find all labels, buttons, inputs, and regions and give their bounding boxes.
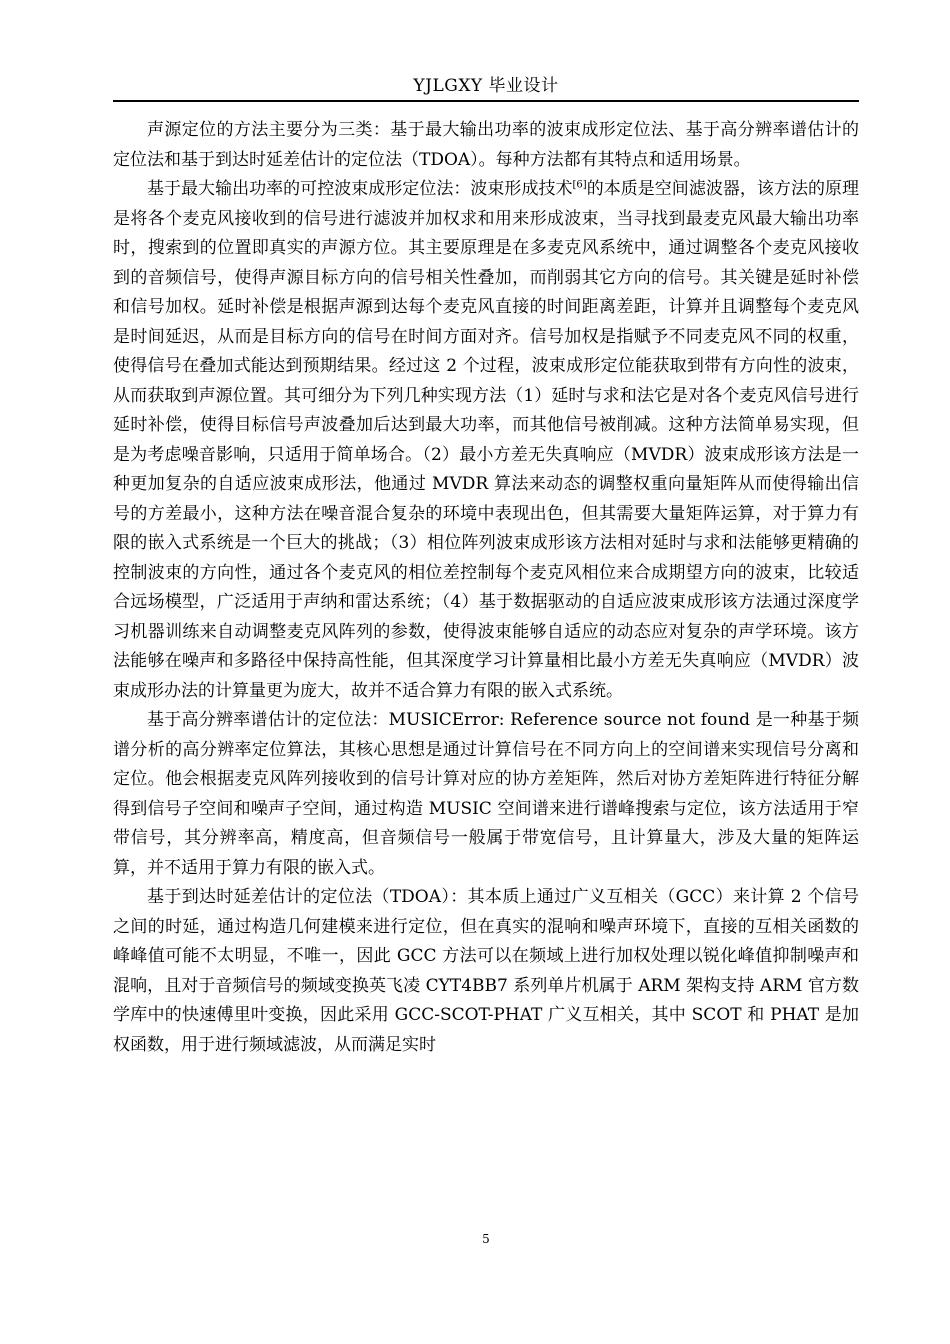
- header-divider: [113, 100, 859, 102]
- page-header: YJLGXY 毕业设计: [413, 76, 559, 96]
- body-text: [113, 116, 859, 1060]
- paragraph-tdoa: 基于到达时延差估计的定位法（TDOA）：其本质上通过广义互相关（GCC）来计算 2 个信号之间的时延，通过构造几何建模来进行定位，但在真实的混响和噪声环境下，直接的互相关函数的峰峰值可能不太明显，不唯一，因此 GCC 方法可以在频域上进行加权处理以锐化峰值抑制噪声和混响，且对于音频信号的频域变换英飞凌 CYT4BB7 系列单片机属于 ARM 架构支持 ARM 官方数学库中的快速傅里叶变换，因此采用 GCC-SCOT-PHAT 广义互相关，其中 SCOT 和 PHAT 是加权函数，用于进行频域滤波，从而满足实时: [113, 887, 859, 1055]
- paragraph-beamforming: [113, 175, 859, 706]
- paragraph-intro: 声源定位的方法主要分为三类：基于最大输出功率的波束成形定位法、基于高分辨率谱估计的定位法和基于到达时延差估计的定位法（TDOA）。每种方法都有其特点和适用场景。: [113, 120, 859, 170]
- paragraph-music: 基于高分辨率谱估计的定位法：MUSICError: Reference source not found 是一种基于频谱分析的高分辨率定位算法，其核心思想是通过计算信号在不同方向上的空间谱来实现信号分离和定位。他会根据麦克风阵列接收到的信号计算对应的协方差矩阵，然后对协方差矩阵进行特征分解得到信号子空间和噪声子空间，通过构造 MUSIC 空间谱来进行谱峰搜索与定位，该方法适用于窄带信号，其分辨率高，精度高，但音频信号一般属于带宽信号，且计算量大，涉及大量的矩阵运算，并不适用于算力有限的嵌入式。: [113, 710, 859, 878]
- citation-marker: [6]: [572, 179, 587, 191]
- page-number: 5: [482, 1232, 490, 1246]
- paragraph-beamforming-lead: 基于最大输出功率的可控波束成形定位法：波束形成技术: [147, 179, 573, 199]
- paragraph-beamforming-body: 的本质是空间滤波器，该方法的原理是将各个麦克风接收到的信号进行滤波并加权求和用来形成波束，当寻找到最麦克风最大输出功率时，搜索到的位置即真实的声源方位。其主要原理是在多麦克风系统中，通过调整各个麦克风接收到的音频信号，使得声源目标方向的信号相关性叠加，而削弱其它方向的信号。其关键是延时补偿和信号加权。延时补偿是根据声源到达每个麦克风直接的时间距离差距，计算并且调整每个麦克风是时间延迟，从而是目标方向的信号在时间方面对齐。信号加权是指赋予不同麦克风不同的权重，使得信号在叠加式能达到预期结果。经过这 2 个过程，波束成形定位能获取到带有方向性的波束，从而获取到声源位置。其可细分为下列几种实现方法（1）延时与求和法它是对各个麦克风信号进行延时补偿，使得目标信号声波叠加后达到最大功率，而其他信号被削减。这种方法简单易实现，但是为考虑噪音影响，只适用于简单场合。（2）最小方差无失真响应（MVDR）波束成形该方法是一种更加复杂的自适应波束成形法，他通过 MVDR 算法来动态的调整权重向量矩阵从而使得输出信号的方差最小，这种方法在噪音混合复杂的环境中表现出色，但其需要大量矩阵运算，对于算力有限的嵌入式系统是一个巨大的挑战；（3）相位阵列波束成形该方法相对延时与求和法能够更精确的控制波束的方向性，通过各个麦克风的相位差控制每个麦克风相位来合成期望方向的波束，比较适合远场模型，广泛适用于声纳和雷达系统；（4）基于数据驱动的自适应波束成形该方法通过深度学习机器训练来自动调整麦克风阵列的参数，使得波束能够自适应的动态应对复杂的声学环境。该方法能够在噪声和多路径中保持高性能，但其深度学习计算量相比最小方差无失真响应（MVDR）波束成形办法的计算量更为庞大，故并不适合算力有限的嵌入式系统。: [113, 179, 860, 701]
